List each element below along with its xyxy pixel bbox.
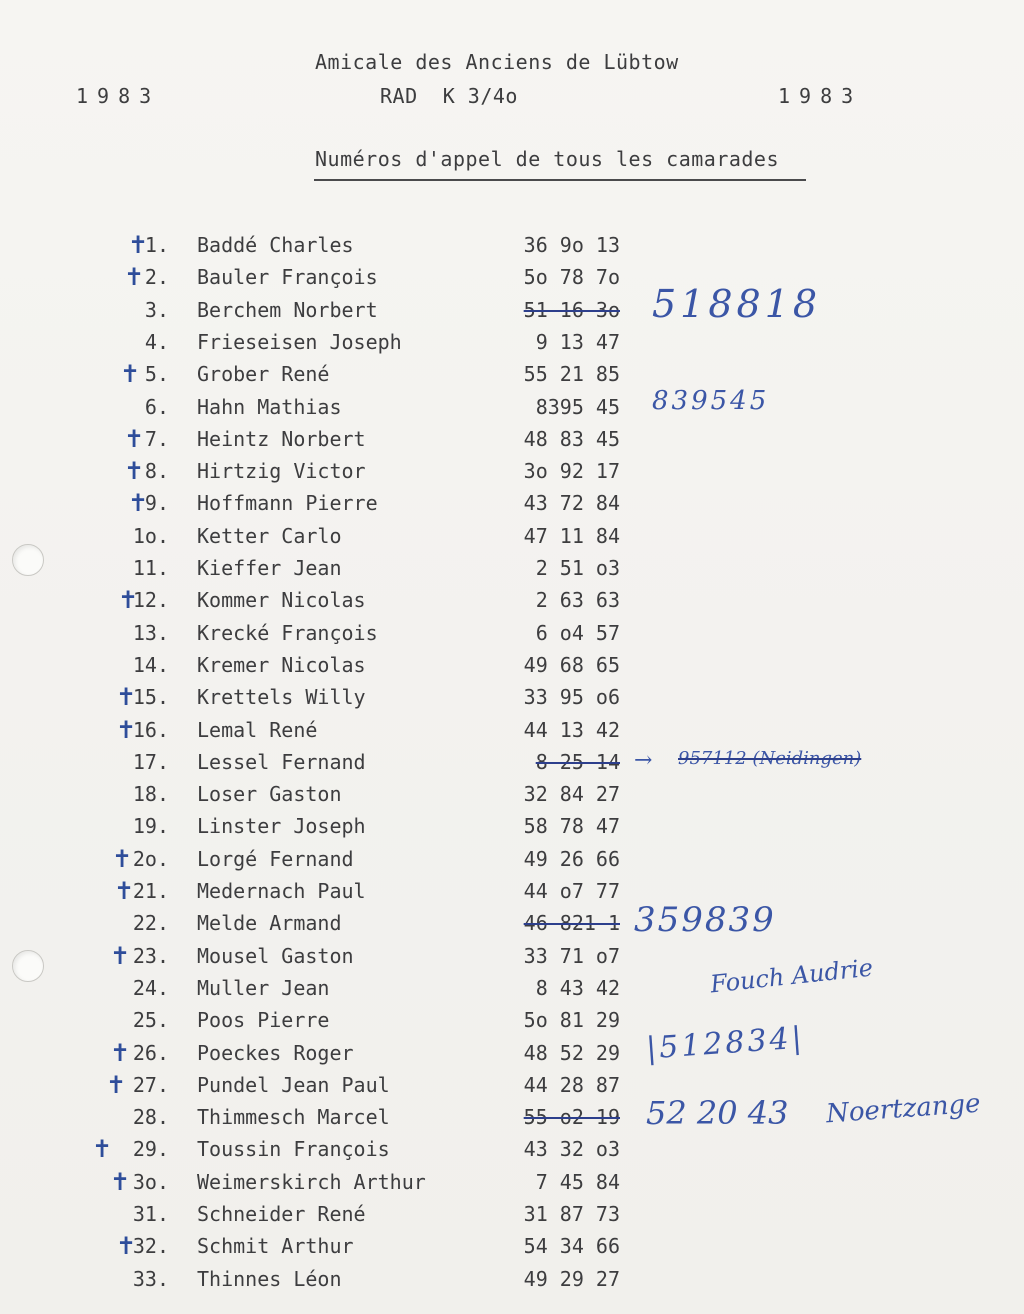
member-name: Baddé Charles	[197, 233, 354, 257]
member-number: 26.	[132, 1040, 169, 1065]
list-item	[0, 265, 1024, 297]
member-phone: 8 43 42	[535, 975, 620, 1000]
cross-icon: ✝	[128, 231, 149, 259]
member-number: 27.	[132, 1072, 169, 1097]
cross-icon: ✝	[118, 586, 139, 615]
member-phone: 5o 81 29	[523, 1008, 620, 1033]
member-phone: 32 84 27	[523, 782, 620, 807]
list-item	[0, 524, 1024, 556]
member-name: Schmit Arthur	[197, 1234, 354, 1259]
member-number: 3o.	[132, 1169, 169, 1194]
member-number: 1o.	[132, 523, 169, 548]
member-phone: 8395 45	[535, 394, 620, 419]
list-item	[0, 750, 1024, 782]
member-name: Toussin François	[197, 1137, 390, 1162]
member-number: 5.	[144, 362, 169, 387]
annotation-berchem-number: 518818	[652, 282, 822, 326]
member-number: 33.	[132, 1266, 169, 1291]
member-name: Heintz Norbert	[197, 426, 366, 451]
list-item	[0, 782, 1024, 814]
member-number: 1.	[144, 233, 169, 257]
member-phone: 54 34 66	[523, 1234, 620, 1259]
member-phone: 49 68 65	[523, 652, 620, 677]
list-item	[0, 1202, 1024, 1234]
member-phone: 49 26 66	[523, 846, 620, 871]
member-name: Poeckes Roger	[197, 1040, 354, 1065]
subtitle-underline	[314, 179, 806, 181]
member-number: 31.	[132, 1202, 169, 1226]
member-name: Muller Jean	[197, 975, 330, 1000]
list-item	[0, 588, 1024, 620]
member-number: 2.	[144, 265, 169, 290]
member-name: Pundel Jean Paul	[197, 1072, 390, 1097]
member-name: Loser Gaston	[197, 782, 342, 807]
member-phone: 58 78 47	[523, 814, 620, 839]
list-item	[0, 911, 1024, 943]
member-name: Weimerskirch Arthur	[197, 1169, 426, 1194]
member-number: 7.	[144, 426, 169, 451]
member-phone: 7 45 84	[535, 1169, 620, 1194]
page-subtitle: Numéros d'appel de tous les camarades	[315, 147, 780, 171]
member-phone: 48 52 29	[523, 1040, 620, 1065]
member-name: Hoffmann Pierre	[197, 491, 378, 516]
member-phone: 8 25 14	[535, 749, 620, 774]
member-number: 22.	[132, 911, 169, 936]
cross-icon: ✝	[110, 1167, 131, 1196]
annotation-melde-number: 359839	[634, 900, 776, 940]
list-item	[0, 1038, 1024, 1073]
list-item	[0, 1008, 1024, 1040]
member-number: 4.	[144, 329, 169, 354]
list-item	[0, 298, 1024, 330]
member-phone: 43 32 o3	[523, 1137, 620, 1162]
list-item	[0, 395, 1024, 427]
member-number: 21.	[132, 879, 169, 903]
member-name: Kommer Nicolas	[197, 588, 366, 613]
member-number: 13.	[132, 620, 169, 645]
list-item	[0, 844, 1024, 879]
cross-icon: ✝	[112, 844, 133, 873]
member-number: 12.	[132, 588, 169, 613]
member-number: 17.	[132, 749, 169, 774]
cross-icon: ✝	[116, 715, 137, 744]
member-number: 8.	[144, 459, 169, 484]
member-name: Thimmesch Marcel	[197, 1105, 390, 1130]
annotation-muller-note: Fouch Audrie	[708, 953, 875, 999]
annotation-lessel-struck: 957112 (Neidingen)	[678, 748, 862, 769]
member-phone: 33 71 o7	[523, 943, 620, 968]
member-name: Krettels Willy	[197, 685, 366, 710]
member-phone: 44 13 42	[523, 717, 620, 742]
member-name: Lessel Fernand	[197, 749, 366, 774]
member-phone: 47 11 84	[523, 523, 620, 548]
member-name: Krecké François	[197, 620, 378, 645]
cross-icon: ✝	[124, 263, 145, 292]
member-name: Kieffer Jean	[197, 556, 342, 580]
member-phone: 55 21 85	[523, 362, 620, 387]
list-item	[0, 491, 1024, 523]
member-name: Bauler François	[197, 265, 378, 290]
member-name: Hahn Mathias	[197, 394, 342, 419]
list-item	[0, 1137, 1024, 1169]
cross-icon: ✝	[110, 1038, 131, 1067]
member-phone: 6 o4 57	[535, 620, 620, 645]
list-item	[0, 1167, 1024, 1202]
member-phone: 3o 92 17	[523, 459, 620, 484]
member-number: 9.	[144, 491, 169, 516]
member-phone: 51 16 3o	[523, 297, 620, 322]
list-item	[0, 330, 1024, 362]
annotation-poos-number: |512834|	[644, 1020, 806, 1067]
cross-icon: ✝	[116, 683, 137, 712]
member-name: Lemal René	[197, 717, 318, 742]
member-phone: 46 821 1	[523, 911, 620, 936]
list-item	[0, 1267, 1024, 1299]
member-phone: 2 63 63	[535, 588, 620, 613]
member-number: 3.	[144, 297, 169, 322]
member-phone: 44 o7 77	[523, 879, 620, 903]
member-phone: 44 28 87	[523, 1072, 620, 1097]
member-number: 16.	[132, 717, 169, 742]
member-phone: 48 83 45	[523, 426, 620, 451]
member-phone: 43 72 84	[523, 491, 620, 516]
year-left: 1983	[76, 84, 161, 108]
member-phone: 36 9o 13	[523, 233, 620, 257]
organization-title: Amicale des Anciens de Lübtow	[315, 50, 679, 74]
member-name: Hirtzig Victor	[197, 459, 366, 484]
list-item	[0, 233, 1024, 265]
member-number: 23.	[132, 943, 169, 968]
list-item	[0, 459, 1024, 491]
list-item	[0, 879, 1024, 911]
list-item	[0, 1234, 1024, 1266]
member-name: Medernach Paul	[197, 879, 366, 903]
member-number: 18.	[132, 782, 169, 807]
unit-label: RAD K 3/4o	[380, 84, 518, 108]
member-number: 29.	[132, 1137, 169, 1162]
member-name: Linster Joseph	[197, 814, 366, 839]
member-number: 24.	[132, 975, 169, 1000]
member-number: 6.	[144, 394, 169, 419]
member-phone: 31 87 73	[523, 1202, 620, 1226]
annotation-thimmesch-place: Noertzange	[825, 1088, 982, 1130]
list-item	[0, 715, 1024, 750]
member-name: Berchem Norbert	[197, 297, 378, 322]
annotation-lessel-arrow: →	[634, 748, 653, 773]
member-name: Poos Pierre	[197, 1008, 330, 1033]
cross-icon: ✝	[116, 1232, 137, 1261]
member-phone: 9 13 47	[535, 329, 620, 354]
list-item	[0, 685, 1024, 717]
list-item	[0, 556, 1024, 588]
list-item	[0, 362, 1024, 394]
cross-icon: ✝	[114, 877, 135, 905]
member-phone: 49 29 27	[523, 1266, 620, 1291]
list-item	[0, 814, 1024, 846]
member-number: 15.	[132, 685, 169, 710]
cross-icon: ✝	[120, 360, 141, 389]
member-phone: 55 o2 19	[523, 1105, 620, 1130]
year-right: 1983	[778, 84, 863, 108]
member-number: 19.	[132, 814, 169, 839]
member-number: 11.	[132, 556, 169, 580]
member-name: Lorgé Fernand	[197, 846, 354, 871]
member-phone: 2 51 o3	[535, 556, 620, 580]
member-name: Mousel Gaston	[197, 943, 354, 968]
member-number: 25.	[132, 1008, 169, 1033]
cross-icon: ✝	[110, 941, 131, 970]
list-item	[0, 621, 1024, 653]
member-phone: 5o 78 7o	[523, 265, 620, 290]
member-name: Grober René	[197, 362, 330, 387]
member-name: Thinnes Léon	[197, 1266, 342, 1291]
list-item	[0, 424, 1024, 459]
member-name: Schneider René	[197, 1202, 366, 1226]
member-number: 2o.	[132, 846, 169, 871]
list-item	[0, 653, 1024, 685]
member-phone: 33 95 o6	[523, 685, 620, 710]
annotation-thimmesch-number: 52 20 43	[646, 1094, 789, 1132]
member-name: Frieseisen Joseph	[197, 329, 402, 354]
member-number: 32.	[132, 1234, 169, 1259]
cross-icon: ✝	[92, 1135, 113, 1164]
cross-icon: ✝	[124, 457, 145, 486]
member-number: 28.	[132, 1105, 169, 1130]
member-name: Kremer Nicolas	[197, 652, 366, 677]
cross-icon: ✝	[128, 489, 149, 518]
cross-icon: ✝	[106, 1070, 127, 1099]
cross-icon: ✝	[124, 424, 145, 453]
member-name: Melde Armand	[197, 911, 342, 936]
annotation-hahn-number: 839545	[652, 386, 770, 416]
member-name: Ketter Carlo	[197, 523, 342, 548]
member-number: 14.	[132, 652, 169, 677]
